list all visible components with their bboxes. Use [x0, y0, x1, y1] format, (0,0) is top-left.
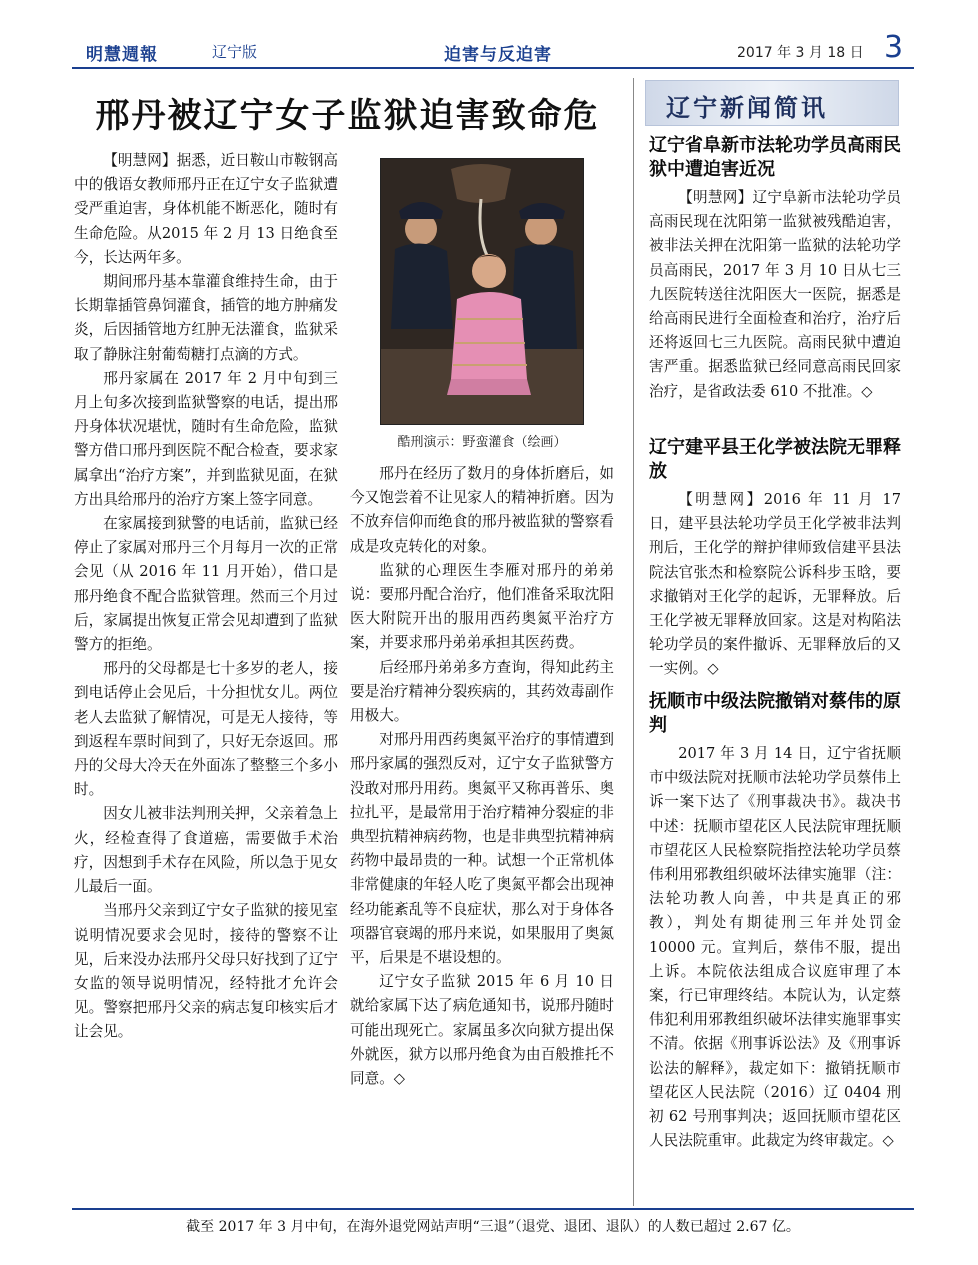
page-header — [72, 30, 914, 66]
news-brief-body: 【明慧网】辽宁阜新市法轮功学员高雨民现在沈阳第一监狱被残酷迫害，被非法关押在沈阳第一监狱的法轮功学员高雨民，2017 年 3 月 10 日从七三九医院转送往沈阳医大一医院，据悉是给高雨民进行全面检查和治疗，治疗后还将返回七三九医院。高雨民狱中遭迫害严重。据悉监狱已经同意高雨民回家治疗，是省政法委 610 不批准。◇ — [649, 189, 901, 400]
header-divider — [72, 67, 914, 69]
illustration-drawing — [381, 159, 583, 424]
paragraph: 对邢丹用西药奥氮平治疗的事情遭到邢丹家属的强烈反对，辽宁女子监狱警方没敢对邢丹用药。奥氮平又称再普乐、奥拉扎平，是最常用于治疗精神分裂症的非典型抗精神病药物，也是非典型抗精神病药物中最昂贵的一种。试想一个正常机体非常健康的年轻人吃了奥氮平都会出现神经功能紊乱等不良症状，那么对于身体各项器官衰竭的邢丹来说，如果服用了奥氮平，后果是不堪设想的。 — [350, 731, 614, 967]
torture-illustration-image — [380, 158, 584, 425]
footer-divider — [72, 1208, 914, 1210]
article-column-right — [350, 462, 614, 1091]
paragraph: 当邢丹父亲到辽宁女子监狱的接见室说明情况要求会见时，接待的警察不让见，后来没办法邢丹父母只好找到了辽宁女监的领导说明情况，经特批才允许会见。警察把邢丹父亲的病志复印核实后才让会见。 — [74, 902, 338, 1041]
column-divider — [633, 78, 634, 1206]
article-headline: 邢丹被辽宁女子监狱迫害致命危 — [95, 96, 600, 136]
news-brief-item — [649, 690, 901, 1153]
section-title: 迫害与反迫害 — [444, 45, 552, 65]
news-brief-item — [649, 436, 901, 682]
paragraph: 辽宁女子监狱 2015 年 6 月 10 日就给家属下达了病危通知书，说邢丹随时可能出现死亡。家属虽多次向狱方提出保外就医，狱方以邢丹绝食为由百般推托不同意。◇ — [350, 973, 614, 1088]
news-brief-title: 辽宁省阜新市法轮功学员高雨民狱中遭迫害近况 — [649, 135, 901, 180]
news-brief-body: 2017 年 3 月 14 日，辽宁省抚顺市中级法院对抚顺市法轮功学员蔡伟上诉一案下达了《刑事裁决书》。裁决书中述：抚顺市望花区人民法院审理抚顺市望花区人民检察院指控法轮功学员蔡伟利用邪教组织破坏法律实施罪（注：法轮功教人向善，中共是真正的邪教），判处有期徒刑三年并处罚金 10000 元。宣判后，蔡伟不服，提出上诉。本院依法组成合议庭审理了本案，行已审理终结。本院认为，认定蔡伟犯利用邪教组织破坏法律实施罪事实不清。依据《刑事诉讼法》及《刑事诉讼法的解释》，裁定如下：撤销抚顺市望花区人民法院（2016）辽 0404 刑初 62 号刑事判决；返回抚顺市望花区人民法院重审。此裁定为终审裁定。◇ — [649, 745, 901, 1150]
paragraph: 在家属接到狱警的电话前，监狱已经停止了家属对邢丹三个月每月一次的正常会见（从 2016 年 11 月开始），借口是邢丹绝食不配合监狱管理。然而三个月过后，家属提出恢复正常会见却遭到了监狱警方的拒绝。 — [74, 515, 338, 654]
news-briefs-banner — [645, 80, 899, 126]
page-number: 3 — [884, 30, 904, 65]
paragraph: 邢丹在经历了数月的身体折磨后，如今又饱尝着不让见家人的精神折磨。因为不放弃信仰而绝食的邢丹被监狱的警察看成是攻克转化的对象。 — [350, 465, 614, 555]
news-brief-item — [649, 134, 901, 404]
paragraph: 邢丹家属在 2017 年 2 月中旬到三月上旬多次接到监狱警察的电话，提出邢丹身体状况堪忧，随时有生命危险，监狱警方借口邢丹到医院不配合检查，要求家属拿出“治疗方案”，并到监狱见面，在狱方出具给邢丹的治疗方案上签字同意。 — [74, 369, 338, 508]
paragraph: 邢丹的父母都是七十多岁的老人，接到电话停止会见后，十分担忧女儿。两位老人去监狱了解情况，可是无人接待，等到返程车票时间到了，只好无奈返回。邢丹的父母大冷天在外面冻了整整三个多小时。 — [74, 660, 338, 799]
paragraph: 【明慧网】据悉，近日鞍山市鞍钢高中的俄语女教师邢丹正在辽宁女子监狱遭受严重迫害，身体机能不断恶化，随时有生命危险。从2015 年 2 月 13 日绝食至今，长达两年多。 — [74, 152, 338, 266]
footer-notice: 截至 2017 年 3 月中旬，在海外退党网站声明“三退”（退党、退团、退队）的人数已超过 2.67 亿。 — [186, 1219, 800, 1235]
edition-label: 辽宁版 — [212, 43, 258, 61]
news-brief-title: 抚顺市中级法院撤销对蔡伟的原判 — [649, 691, 901, 736]
news-briefs-title: 辽宁新闻简讯 — [666, 94, 828, 122]
paragraph: 监狱的心理医生李雁对邢丹的弟弟说：要邢丹配合治疗，他们准备采取沈阳医大附院开出的服用西药奥氮平治疗方案，并要求邢丹弟弟承担其医药费。 — [350, 561, 614, 652]
paragraph: 后经邢丹弟弟多方查询，得知此药主要是治疗精神分裂疾病的，其药效毒副作用极大。 — [350, 658, 614, 725]
paragraph: 期间邢丹基本靠灌食维持生命，由于长期靠插管鼻饲灌食，插管的地方肿痛发炎，后因插管地方红肿无法灌食，监狱采取了静脉注射葡萄糖打点滴的方式。 — [74, 273, 338, 363]
photo-caption: 酷刑演示：野蛮灌食（绘画） — [397, 435, 567, 450]
issue-date: 2017 年 3 月 18 日 — [737, 45, 864, 61]
news-brief-title: 辽宁建平县王化学被法院无罪释放 — [649, 437, 901, 482]
newspaper-brand: 明慧週報 — [86, 45, 158, 65]
paragraph: 因女儿被非法判刑关押，父亲着急上火，经检查得了食道癌，需要做手术治疗，因想到手术存在风险，所以急于见女儿最后一面。 — [74, 805, 338, 896]
article-column-left — [74, 149, 338, 1045]
news-brief-body: 【明慧网】2016 年 11 月 17 日，建平县法轮功学员王化学被非法判刑后，王化学的辩护律师致信建平县法院法官张杰和检察院公诉科步玉晗，要求撤销对王化学的起诉，无罪释放。后王化学被无罪释放回家。这是对构陷法轮功学员的案件撤诉、无罪释放后的又一实例。◇ — [649, 491, 901, 678]
